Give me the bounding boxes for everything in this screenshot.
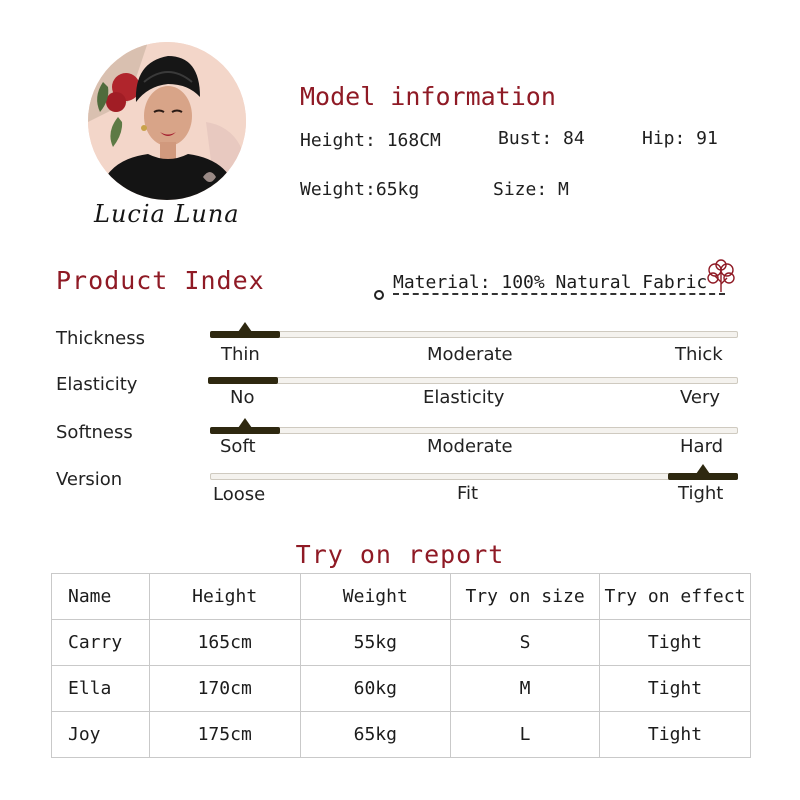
table-cell: Tight: [600, 666, 751, 712]
index-track: [210, 377, 738, 384]
table-cell: Carry: [52, 620, 150, 666]
index-left-label: No: [230, 387, 255, 408]
model-signature: Lucia Luna: [94, 200, 240, 228]
table-cell: Ella: [52, 666, 150, 712]
table-cell: Tight: [600, 620, 751, 666]
try-on-report-table: [51, 573, 751, 758]
table-cell: S: [451, 620, 600, 666]
model-info-title: Model information: [300, 82, 556, 111]
index-marker-icon: [238, 322, 252, 332]
index-left-label: Soft: [220, 436, 256, 457]
model-size: Size: M: [493, 179, 569, 200]
material-underline: [393, 293, 725, 295]
table-row: [52, 712, 751, 758]
index-right-label: Thick: [675, 344, 723, 365]
table-cell: 165cm: [149, 620, 300, 666]
index-track: [210, 473, 738, 480]
table-cell: 60kg: [300, 666, 451, 712]
table-row: [52, 620, 751, 666]
index-label: Elasticity: [56, 374, 138, 395]
index-label: Softness: [56, 422, 133, 443]
index-track: [210, 331, 738, 338]
index-right-label: Tight: [678, 483, 724, 504]
model-avatar: [88, 42, 246, 200]
table-cell: 170cm: [149, 666, 300, 712]
column-header: Name: [52, 574, 150, 620]
table-cell: 65kg: [300, 712, 451, 758]
column-header: Height: [149, 574, 300, 620]
table-cell: 55kg: [300, 620, 451, 666]
index-left-label: Loose: [213, 484, 266, 505]
index-level-indicator: [210, 331, 280, 338]
index-track: [210, 427, 738, 434]
index-label: Thickness: [56, 328, 145, 349]
try-on-report-title: Try on report: [295, 540, 505, 569]
table-cell: Tight: [600, 712, 751, 758]
material-text: Material: 100% Natural Fabric: [393, 272, 708, 293]
index-middle-label: Moderate: [427, 436, 513, 457]
index-marker-icon: [696, 464, 710, 474]
bullet-icon: [374, 290, 384, 300]
table-cell: L: [451, 712, 600, 758]
column-header: Try on effect: [600, 574, 751, 620]
model-photo: [88, 42, 246, 200]
table-cell: 175cm: [149, 712, 300, 758]
index-level-indicator: [208, 377, 278, 384]
model-height: Height: 168CM: [300, 130, 441, 151]
index-left-label: Thin: [221, 344, 260, 365]
table-cell: Joy: [52, 712, 150, 758]
index-label: Version: [56, 469, 123, 490]
index-middle-label: Moderate: [427, 344, 513, 365]
product-index-title: Product Index: [56, 266, 265, 295]
model-weight: Weight:65kg: [300, 179, 420, 200]
index-right-label: Very: [680, 387, 721, 408]
index-level-indicator: [210, 427, 280, 434]
table-header-row: [52, 574, 751, 620]
index-middle-label: Elasticity: [423, 387, 505, 408]
cotton-plant-icon: [703, 258, 739, 298]
index-middle-label: Fit: [457, 483, 479, 504]
table-row: [52, 666, 751, 712]
column-header: Weight: [300, 574, 451, 620]
index-right-label: Hard: [680, 436, 724, 457]
index-level-indicator: [668, 473, 738, 480]
model-hip: Hip: 91: [642, 128, 718, 149]
index-marker-icon: [238, 418, 252, 428]
model-bust: Bust: 84: [498, 128, 585, 149]
column-header: Try on size: [451, 574, 600, 620]
table-cell: M: [451, 666, 600, 712]
